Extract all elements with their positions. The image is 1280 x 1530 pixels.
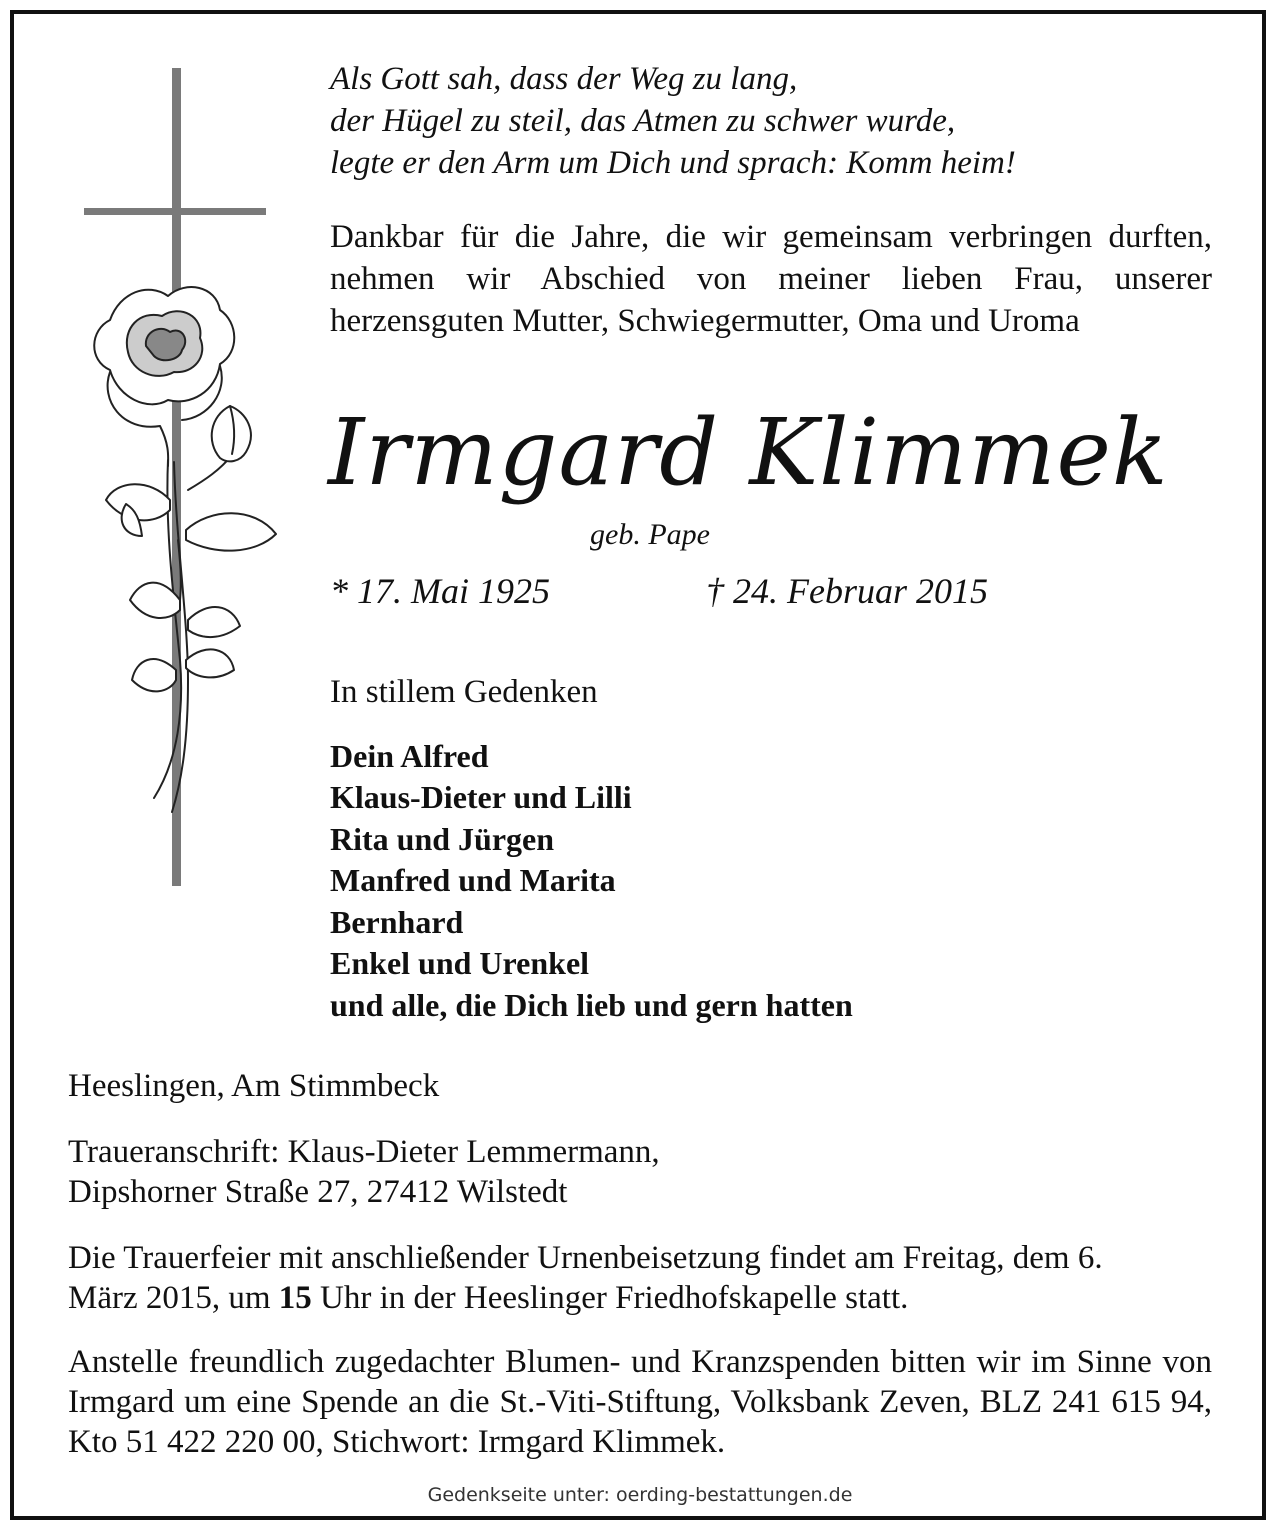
address-line: Traueranschrift: Klaus-Dieter Lemmermann,	[68, 1134, 660, 1170]
ceremony-hour: 15	[278, 1280, 312, 1316]
mourner-line: Manfred und Marita	[330, 862, 616, 898]
birth-date: * 17. Mai 1925	[330, 571, 550, 611]
place-line: Heeslingen, Am Stimmbeck	[68, 1068, 440, 1104]
address-line: Dipshorner Straße 27, 27412 Wilstedt	[68, 1174, 568, 1210]
donation-paragraph: Anstelle freundlich zugedachter Blumen- und Kranzspenden bitten wir im Sinne von Irmgard um eine Spende an die St.-Viti-Stiftung, Volksbank Zeven, BLZ 241 615 94, Kto 51 422 220 00, Stichwort: Irmgard Klimmek.	[68, 1344, 1212, 1460]
poem-line: Als Gott sah, dass der Weg zu lang,	[330, 61, 798, 97]
mourner-line: Bernhard	[330, 904, 464, 940]
mourner-line: Rita und Jürgen	[330, 821, 555, 857]
mourner-line: Enkel und Urenkel	[330, 945, 590, 981]
cross-rose-icon	[70, 60, 290, 890]
mourner-line: Klaus-Dieter und Lilli	[330, 779, 632, 815]
ceremony-text: Uhr in der Heeslinger Friedhofskapelle statt.	[311, 1280, 909, 1316]
maiden-name: geb. Pape	[590, 518, 710, 551]
memorial-page-link: Gedenkseite unter: oerding-bestattungen.de	[427, 1484, 853, 1506]
mourner-line: Dein Alfred	[330, 738, 489, 774]
mourner-line: und alle, die Dich lieb und gern hatten	[330, 987, 853, 1023]
intro-paragraph: Dankbar für die Jahre, die wir gemeinsam verbringen durften, nehmen wir Abschied von meiner lieben Frau, unserer herzensguten Mutter, Schwiegermutter, Oma und Uroma	[330, 219, 1212, 339]
ceremony-paragraph	[68, 1238, 1168, 1318]
ceremony-text: Die Trauerfeier mit anschließender Urnenbeisetzung findet am Freitag, dem 6. März 2015, um	[68, 1240, 1103, 1316]
poem-line: legte er den Arm um Dich und sprach: Komm heim!	[330, 145, 1016, 181]
death-date: † 24. Februar 2015	[706, 571, 988, 611]
deceased-name: Irmgard Klimmek	[328, 399, 1169, 506]
poem-line: der Hügel zu steil, das Atmen zu schwer wurde,	[330, 103, 956, 139]
memory-line: In stillem Gedenken	[330, 674, 598, 710]
